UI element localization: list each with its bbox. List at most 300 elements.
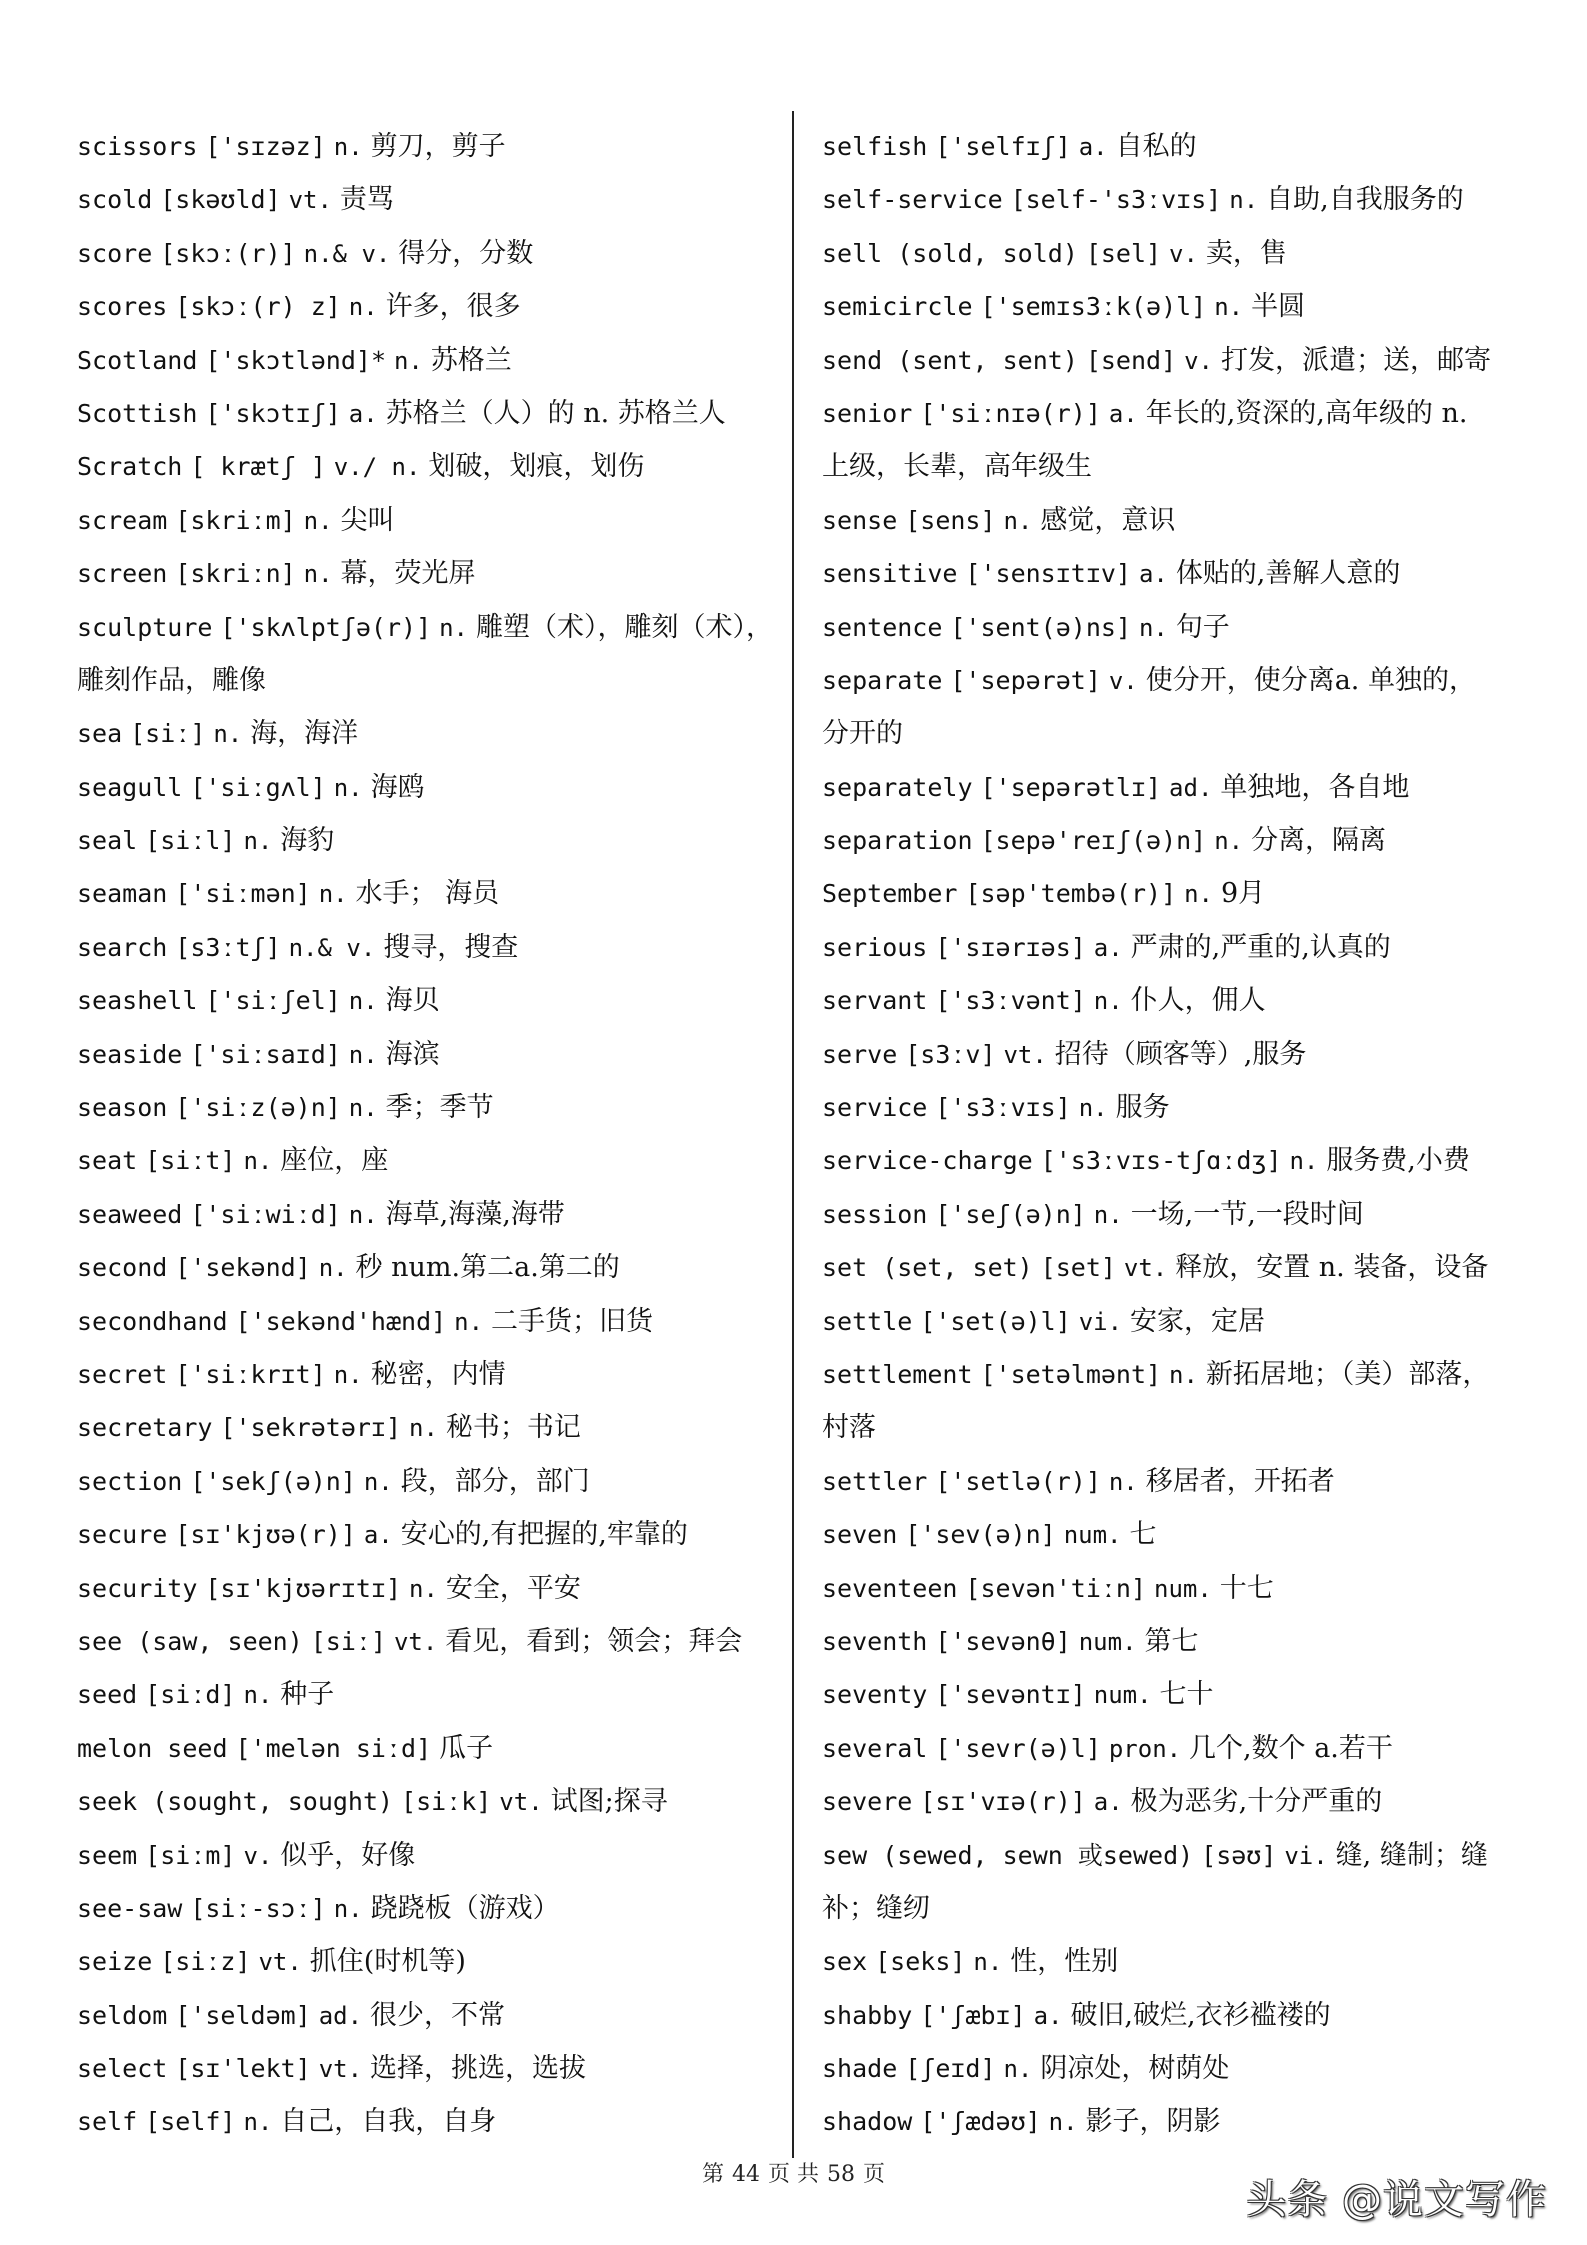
dictionary-entry — [822, 1674, 1552, 1727]
entry-pronunciation: ['sepərətlɪ] — [980, 772, 1162, 802]
entry-definition: 座位，座 — [280, 1145, 389, 1177]
entry-word: scream — [77, 505, 168, 535]
entry-word: sex — [822, 1947, 868, 1977]
entry-part-of-speech: v. — [1184, 346, 1213, 375]
dictionary-entry — [822, 1140, 1552, 1193]
dictionary-entry — [822, 1995, 1552, 2048]
entry-definition: 海，海洋 — [250, 718, 359, 750]
entry-definition: 选择，挑选，选拔 — [370, 2053, 586, 2085]
entry-pronunciation: [siː] — [130, 719, 206, 749]
dictionary-entry — [822, 1087, 1552, 1140]
entry-word: semicircle — [822, 292, 973, 322]
dictionary-entry — [77, 1888, 777, 1941]
entry-part-of-speech: n. — [348, 1200, 378, 1229]
dictionary-entry — [822, 2048, 1552, 2101]
entry-definition: 责骂 — [339, 184, 394, 216]
dictionary-entry — [77, 393, 777, 446]
entry-pronunciation: ['siːz(ə)n] — [175, 1093, 341, 1123]
entry-word: send (sent, sent) — [822, 345, 1078, 375]
entry-word: sew (sewed, sewn 或sewed) — [822, 1840, 1194, 1870]
entry-definition: 阴凉处，树荫处 — [1040, 2053, 1230, 2085]
entry-definition: 打发，派遣；送，邮寄 — [1220, 344, 1491, 376]
entry-word: shadow — [822, 2107, 913, 2137]
dictionary-entry — [77, 179, 777, 232]
entry-definition: 性，性别 — [1010, 1946, 1119, 1978]
entry-part-of-speech: v. — [1169, 239, 1198, 268]
entry-pronunciation: [sepə'reɪʃ(ə)n] — [980, 826, 1207, 856]
dictionary-entry — [77, 1087, 777, 1140]
entry-pronunciation: [siːm] — [145, 1840, 236, 1870]
entry-pronunciation: ['melən siːd] — [235, 1733, 432, 1763]
entry-pronunciation: ['setlə(r)] — [935, 1466, 1101, 1496]
entry-definition: 自助,自我服务的 — [1266, 184, 1464, 216]
entry-pronunciation: ['siːgʌl] — [190, 772, 326, 802]
entry-part-of-speech: n. — [1093, 987, 1123, 1016]
entry-word: shade — [822, 2054, 898, 2084]
entry-definition: 安全，平安 — [445, 1572, 581, 1604]
entry-pronunciation: ['s3ːvənt] — [935, 986, 1086, 1016]
entry-part-of-speech: a. — [1138, 560, 1168, 589]
dictionary-entry — [77, 1034, 777, 1087]
entry-pronunciation: ['skɔtɪʃ] — [205, 398, 341, 428]
dictionary-entry — [822, 607, 1552, 660]
dictionary-entry — [77, 2101, 777, 2154]
entry-part-of-speech: n. — [363, 1467, 393, 1496]
entry-word: sensitive — [822, 559, 958, 589]
footer-suffix: 页 — [863, 2162, 886, 2187]
entry-word: sense — [822, 505, 898, 535]
entry-part-of-speech: n. — [333, 133, 363, 161]
entry-definition: 抓住(时机等) — [309, 1946, 466, 1978]
entry-definition: 句子 — [1175, 611, 1230, 643]
dictionary-entry-continuation — [77, 660, 777, 713]
entry-definition: 二手货；旧货 — [491, 1305, 653, 1337]
entry-word: season — [77, 1093, 168, 1123]
entry-word: select — [77, 2054, 168, 2084]
entry-pronunciation: [siːt] — [145, 1146, 236, 1176]
entry-part-of-speech: num. — [1093, 1681, 1152, 1710]
dictionary-entry — [822, 980, 1552, 1033]
entry-part-of-speech: n. — [1003, 506, 1033, 535]
dictionary-entry — [822, 1354, 1552, 1407]
dictionary-entry — [77, 1194, 777, 1247]
entry-pronunciation: ['sekʃ(ə)n] — [190, 1466, 356, 1496]
entry-definition: 体贴的,善解人意的 — [1175, 558, 1401, 590]
entry-part-of-speech: a. — [1108, 399, 1138, 428]
entry-word: separately — [822, 772, 973, 802]
entry-word: separate — [822, 665, 943, 695]
entry-part-of-speech: n. — [303, 506, 333, 535]
entry-word: selfish — [822, 132, 928, 161]
entry-definition: 海豹 — [280, 825, 335, 857]
entry-pronunciation: ['sɪzəz] — [205, 132, 326, 161]
dictionary-entry — [77, 2048, 777, 2101]
entry-definition: 七 — [1129, 1519, 1157, 1551]
entry-pronunciation: ['sekrətərɪ] — [220, 1413, 402, 1443]
dictionary-entry — [77, 1941, 777, 1994]
entry-word: secret — [77, 1359, 168, 1389]
right-column — [822, 126, 1552, 2155]
dictionary-entry — [822, 500, 1552, 553]
entry-definition: 分开的 — [822, 718, 903, 750]
entry-definition: 严肃的,严重的,认真的 — [1130, 931, 1391, 963]
entry-definition: 秘密，内情 — [370, 1358, 506, 1390]
entry-pronunciation: [ krætʃ ] — [190, 452, 326, 482]
entry-word: seat — [77, 1146, 138, 1176]
entry-pronunciation: ['sekənd] — [175, 1253, 311, 1283]
entry-word: Scotland — [77, 345, 198, 375]
entry-part-of-speech: n. — [973, 1948, 1003, 1977]
column-divider — [792, 111, 794, 2158]
entry-part-of-speech: vt. — [318, 2055, 363, 2084]
entry-word: scold — [77, 185, 153, 215]
entry-definition: 海贝 — [385, 985, 440, 1017]
entry-definition: 许多，很多 — [385, 291, 521, 323]
entry-pronunciation: ['siːnɪə(r)] — [920, 398, 1101, 428]
dictionary-entry — [822, 393, 1552, 446]
entry-pronunciation: ['sevr(ə)l] — [935, 1733, 1101, 1763]
entry-definition: 一场,一节,一段时间 — [1130, 1198, 1364, 1230]
entry-word: serious — [822, 932, 928, 962]
dictionary-entry — [822, 1941, 1552, 1994]
entry-pronunciation: [səʊ] — [1201, 1840, 1277, 1870]
entry-part-of-speech: n. — [1214, 827, 1244, 856]
entry-part-of-speech: n. — [393, 346, 423, 375]
entry-word: serve — [822, 1039, 898, 1069]
entry-word: scores — [77, 292, 168, 322]
dictionary-entry — [77, 340, 777, 393]
entry-word: screen — [77, 559, 168, 589]
entry-word: settler — [822, 1466, 928, 1496]
entry-part-of-speech: n. — [439, 613, 468, 642]
entry-part-of-speech: v./ n. — [333, 453, 421, 482]
entry-word: secretary — [77, 1413, 213, 1443]
entry-part-of-speech: n. — [348, 987, 378, 1016]
entry-definition: 释放，安置 n. 装备，设备 — [1175, 1252, 1489, 1284]
entry-part-of-speech: vt. — [258, 1948, 302, 1977]
entry-definition: 尖叫 — [340, 504, 395, 536]
entry-pronunciation: ['siːmən] — [175, 879, 311, 909]
entry-part-of-speech: num. — [1078, 1627, 1137, 1656]
entry-definition: 瓜子 — [439, 1732, 494, 1764]
dictionary-entry — [822, 1728, 1552, 1781]
entry-word: sentence — [822, 612, 943, 642]
entry-definition: 苏格兰（人）的 n. 苏格兰人 — [385, 397, 726, 429]
entry-word: search — [77, 932, 168, 962]
entry-definition: 极为恶劣,十分严重的 — [1130, 1786, 1383, 1818]
entry-pronunciation: ['skɔtlənd]* — [205, 345, 386, 375]
entry-part-of-speech: v. — [1108, 666, 1138, 695]
entry-word: seaweed — [77, 1199, 183, 1229]
entry-definition: 村落 — [822, 1412, 876, 1444]
entry-pronunciation: ['semɪs3ːk(ə)l] — [980, 292, 1207, 322]
dictionary-entry-continuation — [822, 446, 1552, 499]
dictionary-entry — [822, 1781, 1552, 1834]
entry-pronunciation: ['s3ːvɪs-tʃɑːdʒ] — [1040, 1146, 1282, 1176]
entry-pronunciation: [siːz] — [160, 1947, 251, 1977]
entry-pronunciation: [sɪ'vɪə(r)] — [920, 1787, 1086, 1817]
entry-part-of-speech: n. — [243, 1147, 273, 1176]
dictionary-entry — [822, 1247, 1552, 1300]
footer-total-pages: 58 — [827, 2162, 855, 2187]
entry-pronunciation: [skriːm] — [175, 505, 296, 535]
footer-current-page: 44 — [732, 2162, 760, 2187]
entry-pronunciation: ['sev(ə)n] — [905, 1520, 1056, 1550]
entry-word: self — [77, 2107, 138, 2137]
entry-definition: 卖，售 — [1205, 237, 1287, 269]
entry-word: settlement — [822, 1359, 973, 1389]
entry-part-of-speech: v. — [243, 1841, 273, 1870]
dictionary-entry — [822, 1514, 1552, 1567]
entry-definition: 海鸥 — [370, 771, 425, 803]
dictionary-entry — [822, 553, 1552, 606]
entry-word: seek (sought, sought) — [77, 1787, 394, 1817]
entry-pronunciation: [siːd] — [145, 1680, 236, 1710]
entry-part-of-speech: n. — [1289, 1147, 1319, 1176]
entry-part-of-speech: n. — [243, 2108, 273, 2137]
entry-definition: 新拓居地；（美）部落， — [1205, 1358, 1490, 1390]
dictionary-entry — [77, 1621, 777, 1674]
dictionary-entry — [77, 1995, 777, 2048]
dictionary-entry — [77, 1568, 777, 1621]
entry-part-of-speech: vt. — [1003, 1040, 1047, 1069]
dictionary-entry — [822, 767, 1552, 820]
entry-part-of-speech: n. — [1184, 880, 1213, 909]
entry-definition: 海草,海藻,海带 — [385, 1198, 565, 1230]
entry-part-of-speech: n. — [1229, 186, 1259, 215]
footer-middle: 页 共 — [768, 2162, 819, 2187]
entry-definition: 秒 num.第二a.第二的 — [355, 1252, 620, 1284]
dictionary-entry — [77, 1781, 777, 1834]
entry-word: score — [77, 238, 153, 268]
dictionary-entry — [822, 233, 1552, 286]
entry-pronunciation: [sel] — [1085, 238, 1162, 268]
entry-word: seaman — [77, 879, 168, 909]
entry-pronunciation: ['seʃ(ə)n] — [935, 1199, 1086, 1229]
entry-word: second — [77, 1253, 168, 1283]
dictionary-entry — [822, 1194, 1552, 1247]
entry-part-of-speech: n.& v. — [303, 239, 391, 268]
entry-pronunciation: ['siːkrɪt] — [175, 1359, 326, 1389]
entry-part-of-speech: n.& v. — [288, 933, 376, 962]
entry-part-of-speech: ad. — [318, 2001, 363, 2030]
entry-word: settle — [822, 1306, 913, 1336]
entry-part-of-speech: n. — [333, 1360, 363, 1389]
dictionary-entry-continuation — [822, 1888, 1552, 1941]
entry-word: session — [822, 1199, 928, 1229]
entry-word: seldom — [77, 2000, 168, 2030]
entry-part-of-speech: num. — [1063, 1521, 1122, 1550]
entry-pronunciation: ['sent(ə)ns] — [950, 612, 1131, 642]
entry-word: shabby — [822, 2000, 913, 2030]
entry-word: sculpture — [77, 612, 213, 642]
entry-part-of-speech: n. — [409, 1414, 438, 1443]
entry-pronunciation: [səp'tembə(r)] — [965, 879, 1177, 909]
entry-pronunciation: [sɪ'lekt] — [175, 2054, 311, 2084]
entry-pronunciation: [self] — [145, 2107, 236, 2137]
dictionary-entry — [822, 1034, 1552, 1087]
entry-part-of-speech: n. — [409, 1574, 438, 1603]
dictionary-entry — [822, 340, 1552, 393]
entry-part-of-speech: a. — [363, 1521, 393, 1550]
entry-definition: 试图;探寻 — [550, 1786, 668, 1818]
entry-definition: 海滨 — [385, 1038, 440, 1070]
entry-part-of-speech: num. — [1154, 1574, 1212, 1603]
entry-word: seventh — [822, 1626, 928, 1656]
entry-definition: 种子 — [280, 1679, 335, 1711]
entry-word: separation — [822, 826, 973, 856]
entry-definition: 服务费,小费 — [1326, 1145, 1470, 1177]
entry-word: September — [822, 879, 958, 909]
entry-definition: 招待（顾客等）,服务 — [1054, 1038, 1307, 1070]
entry-part-of-speech: n. — [1138, 613, 1168, 642]
entry-part-of-speech: ad. — [1169, 773, 1213, 802]
watermark: 头条 @说文写作 — [1246, 2177, 1547, 2223]
dictionary-entry — [822, 820, 1552, 873]
entry-word: see (saw, seen) — [77, 1626, 303, 1656]
dictionary-entry — [77, 607, 777, 660]
entry-definition: 雕塑（术），雕刻（术）， — [475, 611, 773, 643]
entry-part-of-speech: n. — [243, 1681, 273, 1710]
entry-word: scissors — [77, 132, 198, 161]
entry-pronunciation: ['sevənθ] — [935, 1626, 1071, 1656]
entry-definition: 搜寻，搜查 — [383, 931, 519, 963]
entry-word: several — [822, 1733, 928, 1763]
entry-definition: 得分，分数 — [398, 237, 534, 269]
dictionary-entry — [77, 1140, 777, 1193]
entry-word: seashell — [77, 986, 198, 1016]
footer-prefix: 第 — [701, 2162, 724, 2187]
entry-definition: 段，部分，部门 — [400, 1465, 590, 1497]
entry-definition: 划破，划痕，划伤 — [428, 451, 645, 483]
entry-pronunciation: [skɔː(r) z] — [175, 292, 341, 322]
dictionary-entry — [77, 1354, 777, 1407]
entry-pronunciation: [self-'s3ːvɪs] — [1010, 185, 1222, 215]
entry-part-of-speech: n. — [348, 1094, 378, 1123]
entry-definition: 剪刀，剪子 — [370, 131, 506, 162]
entry-part-of-speech: n. — [243, 827, 273, 856]
left-column — [77, 126, 777, 2155]
entry-definition: 似乎，好像 — [280, 1839, 416, 1871]
entry-pronunciation: [s3ːv] — [905, 1039, 996, 1069]
entry-part-of-speech: n. — [333, 1894, 363, 1923]
dictionary-entry — [77, 767, 777, 820]
entry-definition: 安心的,有把握的,牢靠的 — [400, 1519, 688, 1551]
entry-word: see-saw — [77, 1893, 183, 1923]
dictionary-entry — [77, 553, 777, 606]
entry-pronunciation: [ʃeɪd] — [905, 2054, 996, 2084]
entry-part-of-speech: n. — [1214, 293, 1244, 322]
entry-pronunciation: [seks] — [875, 1947, 966, 1977]
entry-word: seventy — [822, 1680, 928, 1710]
entry-word: set (set, set) — [822, 1253, 1033, 1283]
entry-word: servant — [822, 986, 928, 1016]
entry-pronunciation: [set] — [1040, 1253, 1116, 1283]
entry-definition: 安家，定居 — [1130, 1305, 1266, 1337]
entry-part-of-speech: a. — [1078, 133, 1108, 161]
entry-part-of-speech: pron. — [1108, 1734, 1182, 1763]
entry-definition: 服务 — [1115, 1092, 1170, 1124]
entry-definition: 自私的 — [1115, 131, 1197, 162]
entry-part-of-speech: n. — [348, 293, 378, 322]
entry-word: security — [77, 1573, 198, 1603]
entry-definition: 自己，自我，自身 — [280, 2106, 497, 2138]
entry-pronunciation: [skəʊld] — [160, 185, 281, 215]
entry-pronunciation: ['siːsaɪd] — [190, 1039, 341, 1069]
entry-part-of-speech: n. — [318, 880, 348, 909]
entry-part-of-speech: n. — [454, 1307, 484, 1336]
dictionary-entry — [822, 927, 1552, 980]
entry-definition: 缝, 缝制；缝 — [1335, 1839, 1488, 1871]
dictionary-entry — [822, 1621, 1552, 1674]
dictionary-entry — [822, 179, 1552, 232]
entry-definition: 移居者，开拓者 — [1145, 1465, 1335, 1497]
entry-part-of-speech: n. — [333, 773, 363, 802]
entry-definition: 单独地，各自地 — [1220, 771, 1410, 803]
entry-part-of-speech: n. — [1093, 1200, 1123, 1229]
entry-pronunciation: [s3ːtʃ] — [175, 932, 281, 962]
dictionary-entry — [77, 1461, 777, 1514]
entry-definition: 仆人，佣人 — [1130, 985, 1266, 1017]
entry-pronunciation: ['siːwiːd] — [190, 1199, 341, 1229]
entry-part-of-speech: n. — [1078, 1094, 1108, 1123]
entry-word: self-service — [822, 185, 1003, 215]
entry-definition: 破旧,破烂,衣衫褴褛的 — [1070, 1999, 1331, 2031]
entry-word: section — [77, 1466, 183, 1496]
dictionary-entry — [822, 1568, 1552, 1621]
entry-definition: 几个,数个 a.若干 — [1189, 1732, 1393, 1764]
entry-word: severe — [822, 1787, 913, 1817]
entry-word: seize — [77, 1947, 153, 1977]
entry-definition: 季；季节 — [385, 1092, 494, 1124]
dictionary-entry — [77, 286, 777, 339]
entry-definition: 感觉，意识 — [1040, 504, 1176, 536]
entry-part-of-speech: n. — [1048, 2108, 1078, 2137]
dictionary-entry — [77, 1247, 777, 1300]
dictionary-entry — [77, 1728, 777, 1781]
entry-pronunciation: [sevən'tiːn] — [965, 1573, 1147, 1603]
entry-pronunciation: [siːl] — [145, 826, 236, 856]
entry-definition: 年长的,资深的,高年级的 n. — [1145, 397, 1468, 429]
dictionary-entry — [822, 1461, 1552, 1514]
entry-definition: 秘书；书记 — [445, 1412, 581, 1444]
entry-definition: 七十 — [1159, 1679, 1214, 1711]
entry-word: senior — [822, 398, 913, 428]
entry-part-of-speech: vt. — [288, 186, 332, 215]
entry-part-of-speech: vi. — [1078, 1307, 1123, 1336]
dictionary-entry — [77, 500, 777, 553]
entry-definition: 水手； 海员 — [355, 878, 500, 910]
entry-part-of-speech: vt. — [393, 1627, 438, 1656]
dictionary-entry — [822, 1301, 1552, 1354]
dictionary-entry — [77, 980, 777, 1033]
entry-part-of-speech: n. — [213, 720, 243, 749]
entry-part-of-speech: n. — [1108, 1467, 1138, 1496]
entry-definition: 很少，不常 — [370, 1999, 505, 2031]
entry-pronunciation: ['sepərət] — [950, 665, 1101, 695]
dictionary-entry-continuation — [822, 713, 1552, 766]
dictionary-entry — [77, 1407, 777, 1460]
entry-definition: 苏格兰 — [430, 344, 512, 376]
entry-part-of-speech: vi. — [1284, 1841, 1328, 1870]
entry-part-of-speech: n. — [303, 560, 333, 589]
entry-definition: 幕，荧光屏 — [340, 558, 476, 590]
dictionary-entry — [822, 126, 1552, 179]
entry-pronunciation: ['s3ːvɪs] — [935, 1093, 1071, 1123]
entry-pronunciation: [siːk] — [401, 1787, 492, 1817]
entry-word: sell (sold, sold) — [822, 238, 1078, 268]
entry-word: secure — [77, 1520, 168, 1550]
